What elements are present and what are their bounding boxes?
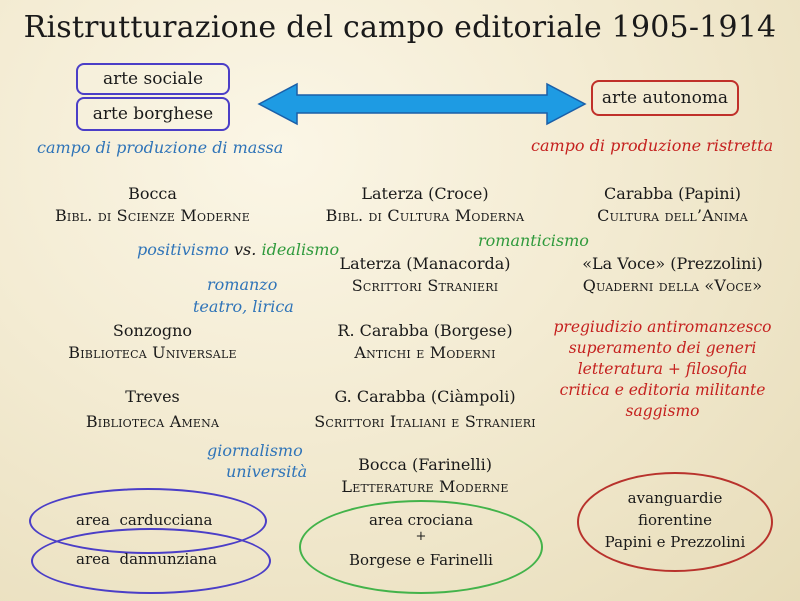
slide-title: Ristrutturazione del campo editoriale 1905-1914 — [23, 10, 777, 45]
publisher-name: Sonzogno — [112, 321, 193, 340]
publisher-name: Laterza (Manacorda) — [339, 254, 511, 273]
universita-label: università — [226, 462, 308, 481]
publisher-name: Bocca (Farinelli) — [358, 455, 492, 474]
series-name: Antichi e Moderni — [354, 343, 496, 362]
publisher-r-carabba — [315, 321, 535, 362]
publisher-laterza-croce — [295, 184, 555, 225]
double-arrow-icon — [257, 82, 587, 126]
red-line-1: pregiudizio antiromanzesco — [553, 318, 772, 336]
publisher-bocca — [30, 184, 275, 225]
red-line-5: saggismo — [625, 402, 700, 420]
series-name: Scrittori Stranieri — [351, 276, 499, 295]
publisher-name: Laterza (Croce) — [361, 184, 489, 203]
series-name: Bibl. di Scienze Moderne — [54, 206, 251, 225]
vs-label: vs. — [234, 240, 257, 259]
arte-sociale-label: arte sociale — [102, 69, 204, 89]
publisher-name: R. Carabba (Borgese) — [337, 321, 513, 340]
giornalismo-label: giornalismo — [207, 441, 303, 460]
publisher-name: G. Carabba (Ciàmpoli) — [334, 387, 516, 406]
campo-ristretta-label: campo di produzione ristretta — [531, 136, 774, 155]
red-line-3: letteratura + filosofia — [577, 360, 748, 378]
positivismo-label: positivismo — [137, 240, 229, 259]
publisher-name: «La Voce» (Prezzolini) — [582, 254, 763, 273]
arte-borghese-box — [76, 97, 230, 131]
series-name: Biblioteca Amena — [85, 412, 220, 431]
arte-autonoma-box — [591, 80, 739, 116]
publisher-bocca-farinelli — [315, 455, 535, 496]
plus-label: + — [415, 529, 427, 544]
publisher-name: Treves — [125, 387, 180, 406]
red-annotations — [545, 317, 780, 422]
arte-borghese-label: arte borghese — [92, 104, 214, 124]
series-name: Bibl. di Cultura Moderna — [325, 206, 525, 225]
area-dannunziana-label: area dannunziana — [76, 550, 217, 568]
romanzo-label: romanzo — [207, 275, 278, 294]
publisher-treves — [40, 387, 265, 431]
publisher-carabba-papini — [560, 184, 785, 225]
papini-prezzolini-label: Papini e Prezzolini — [604, 533, 746, 551]
campo-massa-label: campo di produzione di massa — [37, 138, 284, 157]
publisher-la-voce — [555, 254, 790, 295]
positivismo-idealismo — [137, 240, 339, 259]
arte-autonoma-label: arte autonoma — [601, 88, 729, 108]
series-name: Letterature Moderne — [341, 477, 509, 496]
series-name: Biblioteca Universale — [68, 343, 237, 362]
red-line-2: superamento dei generi — [568, 339, 757, 357]
romanticismo-label: romanticismo — [478, 231, 589, 250]
publisher-g-carabba — [285, 387, 565, 431]
publisher-sonzogno — [40, 321, 265, 362]
idealismo-label: idealismo — [261, 240, 340, 259]
area-crociana-label: area crociana — [368, 511, 474, 529]
series-name: Scrittori Italiani e Stranieri — [314, 412, 536, 431]
publisher-name: Carabba (Papini) — [604, 184, 741, 203]
area-carducciana-label: area carducciana — [76, 511, 213, 529]
teatro-lirica-label: teatro, lirica — [193, 297, 294, 316]
series-name: Quaderni della «Voce» — [582, 276, 763, 295]
arte-sociale-box — [76, 63, 230, 95]
avanguardie-label: avanguardie — [627, 489, 723, 507]
red-line-4: critica e editoria militante — [559, 381, 766, 399]
avanguardie-text — [577, 487, 773, 553]
publisher-laterza-manacorda — [315, 254, 535, 295]
publisher-name: Bocca — [128, 184, 177, 203]
area-crociana-text — [299, 510, 543, 570]
fiorentine-label: fiorentine — [637, 511, 713, 529]
borgese-farinelli-label: Borgese e Farinelli — [349, 551, 493, 569]
series-name: Cultura dell’Anima — [597, 206, 748, 225]
